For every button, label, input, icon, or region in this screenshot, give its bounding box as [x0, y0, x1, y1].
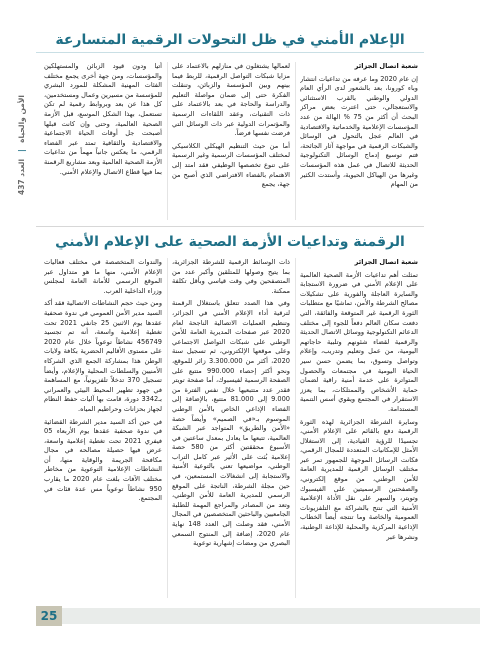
- section-name: الأمن والحياة: [16, 95, 26, 143]
- paragraph: وسايرة الشرطة الجزائرية لهذه الثورة الرقمية دفع بالقائم على الإعلام الأمني، تجسيدًا للرؤية القيادية، إلى الاستغلال الأمثل للإمكانيات المتعددة للمجال الرقمي، فكانت الرسائل الموجهة للجمهور تمر عبر مختلف الوسائل الرقمية للمديرية العامة للأمن الوطني، من موقع إلكتروني، والصفحتين الرسميتين على الفيسبوك وتويتر، والسهر على نقل الأداة الإعلامية الأمنية التي تنتج بالشراكة مع التلفزيونات العمومية والخاصة وما تنتجه أيضاً الخطاب الإذاعية المركزية والمحلية للإذاعة الوطنية، ونشرها عبر: [300, 417, 418, 541]
- paragraph: أَتيا ودون قيود الزبائن والمستهلكين والمؤسسات، ومن جهة أخرى يجمع مختلف الفئات المهنية المشكلة للمورد البشري للمؤسسة من مسيرين وعمال ومستخدمين، كل هذا عن بعد وبروابط رقمية لم تكن تستعمل، بهذا الشكل الموسع، قبل الأزمة الصحية العالمية، وحتى وإن كانت قبلها أصبحت جل أوقات الحياة الاجتماعية والاقتصادية والثقافية تمتد عبر الفضاء الرقمي، ما يعكس جانباً مهماً من تداعيات الأزمة الصحية العالمية وبعد مشاريع الرقمنة بما فيها قطاع الاتصال والإعلام الأمني.: [44, 62, 162, 176]
- article1-column-3: [44, 62, 162, 220]
- byline: شعبة اتصال الجزائر: [354, 62, 418, 70]
- article1-headline: الإعلام الأمني في ظل التحولات الرقمية المتسارعة: [55, 32, 405, 48]
- byline: شعبة اتصال الجزائر: [354, 258, 418, 266]
- column-rule: [295, 62, 296, 220]
- article2-column-1: [300, 258, 418, 598]
- article2-headline: الرقمنة وتداعيات الأزمة الصحية على الإعلام الأمني: [55, 234, 405, 250]
- paragraph: ومن حيث حجم النشاطات الاتصالية فقد أكد السيد مدير الأمن العمومي في ندوة صحفية عقدها يوم الاثنين 25 جانفي 2021 تحت تغطية إعلامية واسعة، أنه تم تجسيد 456749 نشاطاً توعوياً خلال عام 2020 على مستوى الأقاليم الحضرية بكافة ولايات الوطن هذا بمشاركة الجمع الذي الشركاء الأمنيين والسلطات المحلية والإعلام، وأيضاً تسجيل 370 تدخلاً تلفزيونياً، مع المساهمة في جهود تطهير المحيط البيئي والعمراني بـ3342 دورة، قامت بها آليات حفظ النظام لجهاز بحزانات وحراطيم المياه.: [44, 299, 162, 413]
- article1-column-2: [172, 62, 290, 220]
- headline-rule: [36, 52, 424, 53]
- article-divider: [36, 226, 424, 227]
- footer-bar: [36, 608, 480, 624]
- paragraph: لعمالها يشتغلون في منازلهم بالاعتماد على مزايا شبكات التواصل الرقمية، للربط فيما بينهم وبين المؤسسة والزبائن، وتنقلت الفكرة حتى إلى ضمان مواصلة التعليم والدراسة والحاجة في بعد بالاعتماد على ذات التقنيات، وعقد اللقاءات الرسمية والمؤتمرات الدولية عبر ذات الوسائل التي فرضت نفسها فرضاً.: [172, 62, 290, 138]
- paragraph: وفي هذا الصدد تتعلق باستغلال الرقمنة لترقية أداء الإعلام الأمني في الجزائر، وتنظيم العمليات الاتصالية الناجحة لعام 2020 عبر صفحات المديرية العامة للأمن الوطني على شبكات التواصل الاجتماعي وعلى موقعها الإلكتروني، ثم تسجيل سنة 2020، أكثر من 3.300.000 زائر للموقع، ونحو أكثر إحصاء 990.000 متتبع على الصفحة الرسمية لفيسبوك، أما صفحة تويتر فقدر عدد متتبعيها خلال نفس الفترة من 9.000 إلى 81.000 متتبع، بالإضافة إلى الفضاء الإذاعي الخاص بالأمن الوطني الموسوم بـ«في الصميم» وأيضاً حصة «الأمن والطريق» المتواجد عبر الشبكة العالمية، تتبعها ما يعادل بمعدل ساعتين في الأسبوع محققتين أكثر من 580 حصة إعلامية بُثت على الأثير عبر كامل التراب الوطني، مواضيعها تعني بالتوعية الأمنية والاستجابة إلى انشغالات المستمعين، في حين مجلة الشرطة، الناتجة على الموقع الرسمي للمديرية العامة للأمن الوطني، وتعد من المصادر والمراجع المهمة للطلبة الجامعيين والباحثين المتخصصين في المجال الأمني، فقد وصلت إلى العدد 148 نهاية عام 2020، إضافة إلى المنتوج السمعي البصري من ومضات إشهارية توعوية: [172, 299, 290, 548]
- header-separator: |: [16, 149, 26, 153]
- issue-number: العدد 437: [16, 158, 26, 195]
- running-header: [10, 70, 32, 220]
- article1-column-1: [300, 62, 418, 220]
- paragraph: أما من حيث التنظيم الهيكلي الكلاسيكي لمختلف المؤسسات الرسمية وغير الرسمية على تنوع تخصصها الوظيفي فقد امتد إلى الاهتمام بالفضاء الافتراضي الذي أصبح من جهة، يجمع: [172, 141, 290, 189]
- paragraph: في حين أكد السيد مدير الشرطة القضائية في ندوة صحفية عقدها يوم الأربعاء 05 فيفري 2021 تحت تغطية إعلامية واسعة، عرض فيها حصيلة مصالحه في مجال مكافحة الجريمة والوقاية منها، أن النشاطات الإعلامية التوعوية من مخاطر مختلف الآفات بلغت عام 2020 ما يقارب 950 نشاطاً توعوياً مس عدة فئات في المجتمع.: [44, 417, 162, 503]
- paragraph: ذات الوسائط الرقمية للشرطة الجزائرية، بما يتيح وصولها للمتلقين وأكبر عدد من المتصفحين وفي وقت قياسي وبأقل تكلفة ممكنة.: [172, 258, 290, 295]
- page-number: 25: [36, 606, 62, 626]
- paragraph: تمثلت أهم تداعيات الأزمة الصحية العالمية على الإعلام الأمني في ضرورة الاستجابة والسايرة العاجلة والفورية على تشكيلات مصالح الشرطة والأمن، تماشيًا مع متطلبات الثورة الرقمية غير المتوقعة والفائقة، التي دفعت سكان العالم دفعاً للجوء إلى مختلف الدعائم التكنولوجية ووسائل الاتصال الحديثة والرقمية لقضاء شئونهم وتلبية حاجاتهم اليومية، من عمل وتعليم وتدريب، وإعلام وتواصل وتسوق، بما يضمن حسن سير الحياة اليومية في مجتمعات والحصول المتواترة على خدمة أمنية راقية لضمان حماية الأشخاص والممتلكات، بما يعزز الاستقرار في المجتمع ويقوي أسس التنمية المستدامة.: [300, 270, 418, 413]
- paragraph: والندوات المتخصصة في مختلف فعاليات الإعلام الأمني، منها ما هو متداول عبر الموقع الرسمي للأمانة العامة لمجلس وزراء الداخلية العرب.: [44, 258, 162, 295]
- article2-column-2: [172, 258, 290, 598]
- article2-column-3: [44, 258, 162, 598]
- column-rule: [167, 258, 168, 598]
- paragraph: إن عام 2020 وما عرفه من تداعيات انتشار وباء كورونا، بعد بالشعور لدى الرأي العام الدولي والوطني بالقرب الاستثنائي والاستعجالي، حتى اعترت بعض مراكز البحث أن أكثر من 75 % الهالة من عدد المؤسسات الإعلامية والخدماتية والاقتصادية في العالم عجل بالتحول في الوسائل والشبكات الرقمية في مواجهة آثار الجائحة، فتم توسيع إدماج الوسائل التكنولوجية الحديثة للاتصال في عمل هذه المؤسسات وغيرها من الهياكل الحيوية، وأستدت الكثير من المهام: [300, 74, 418, 189]
- column-rule: [167, 62, 168, 220]
- column-rule: [295, 258, 296, 598]
